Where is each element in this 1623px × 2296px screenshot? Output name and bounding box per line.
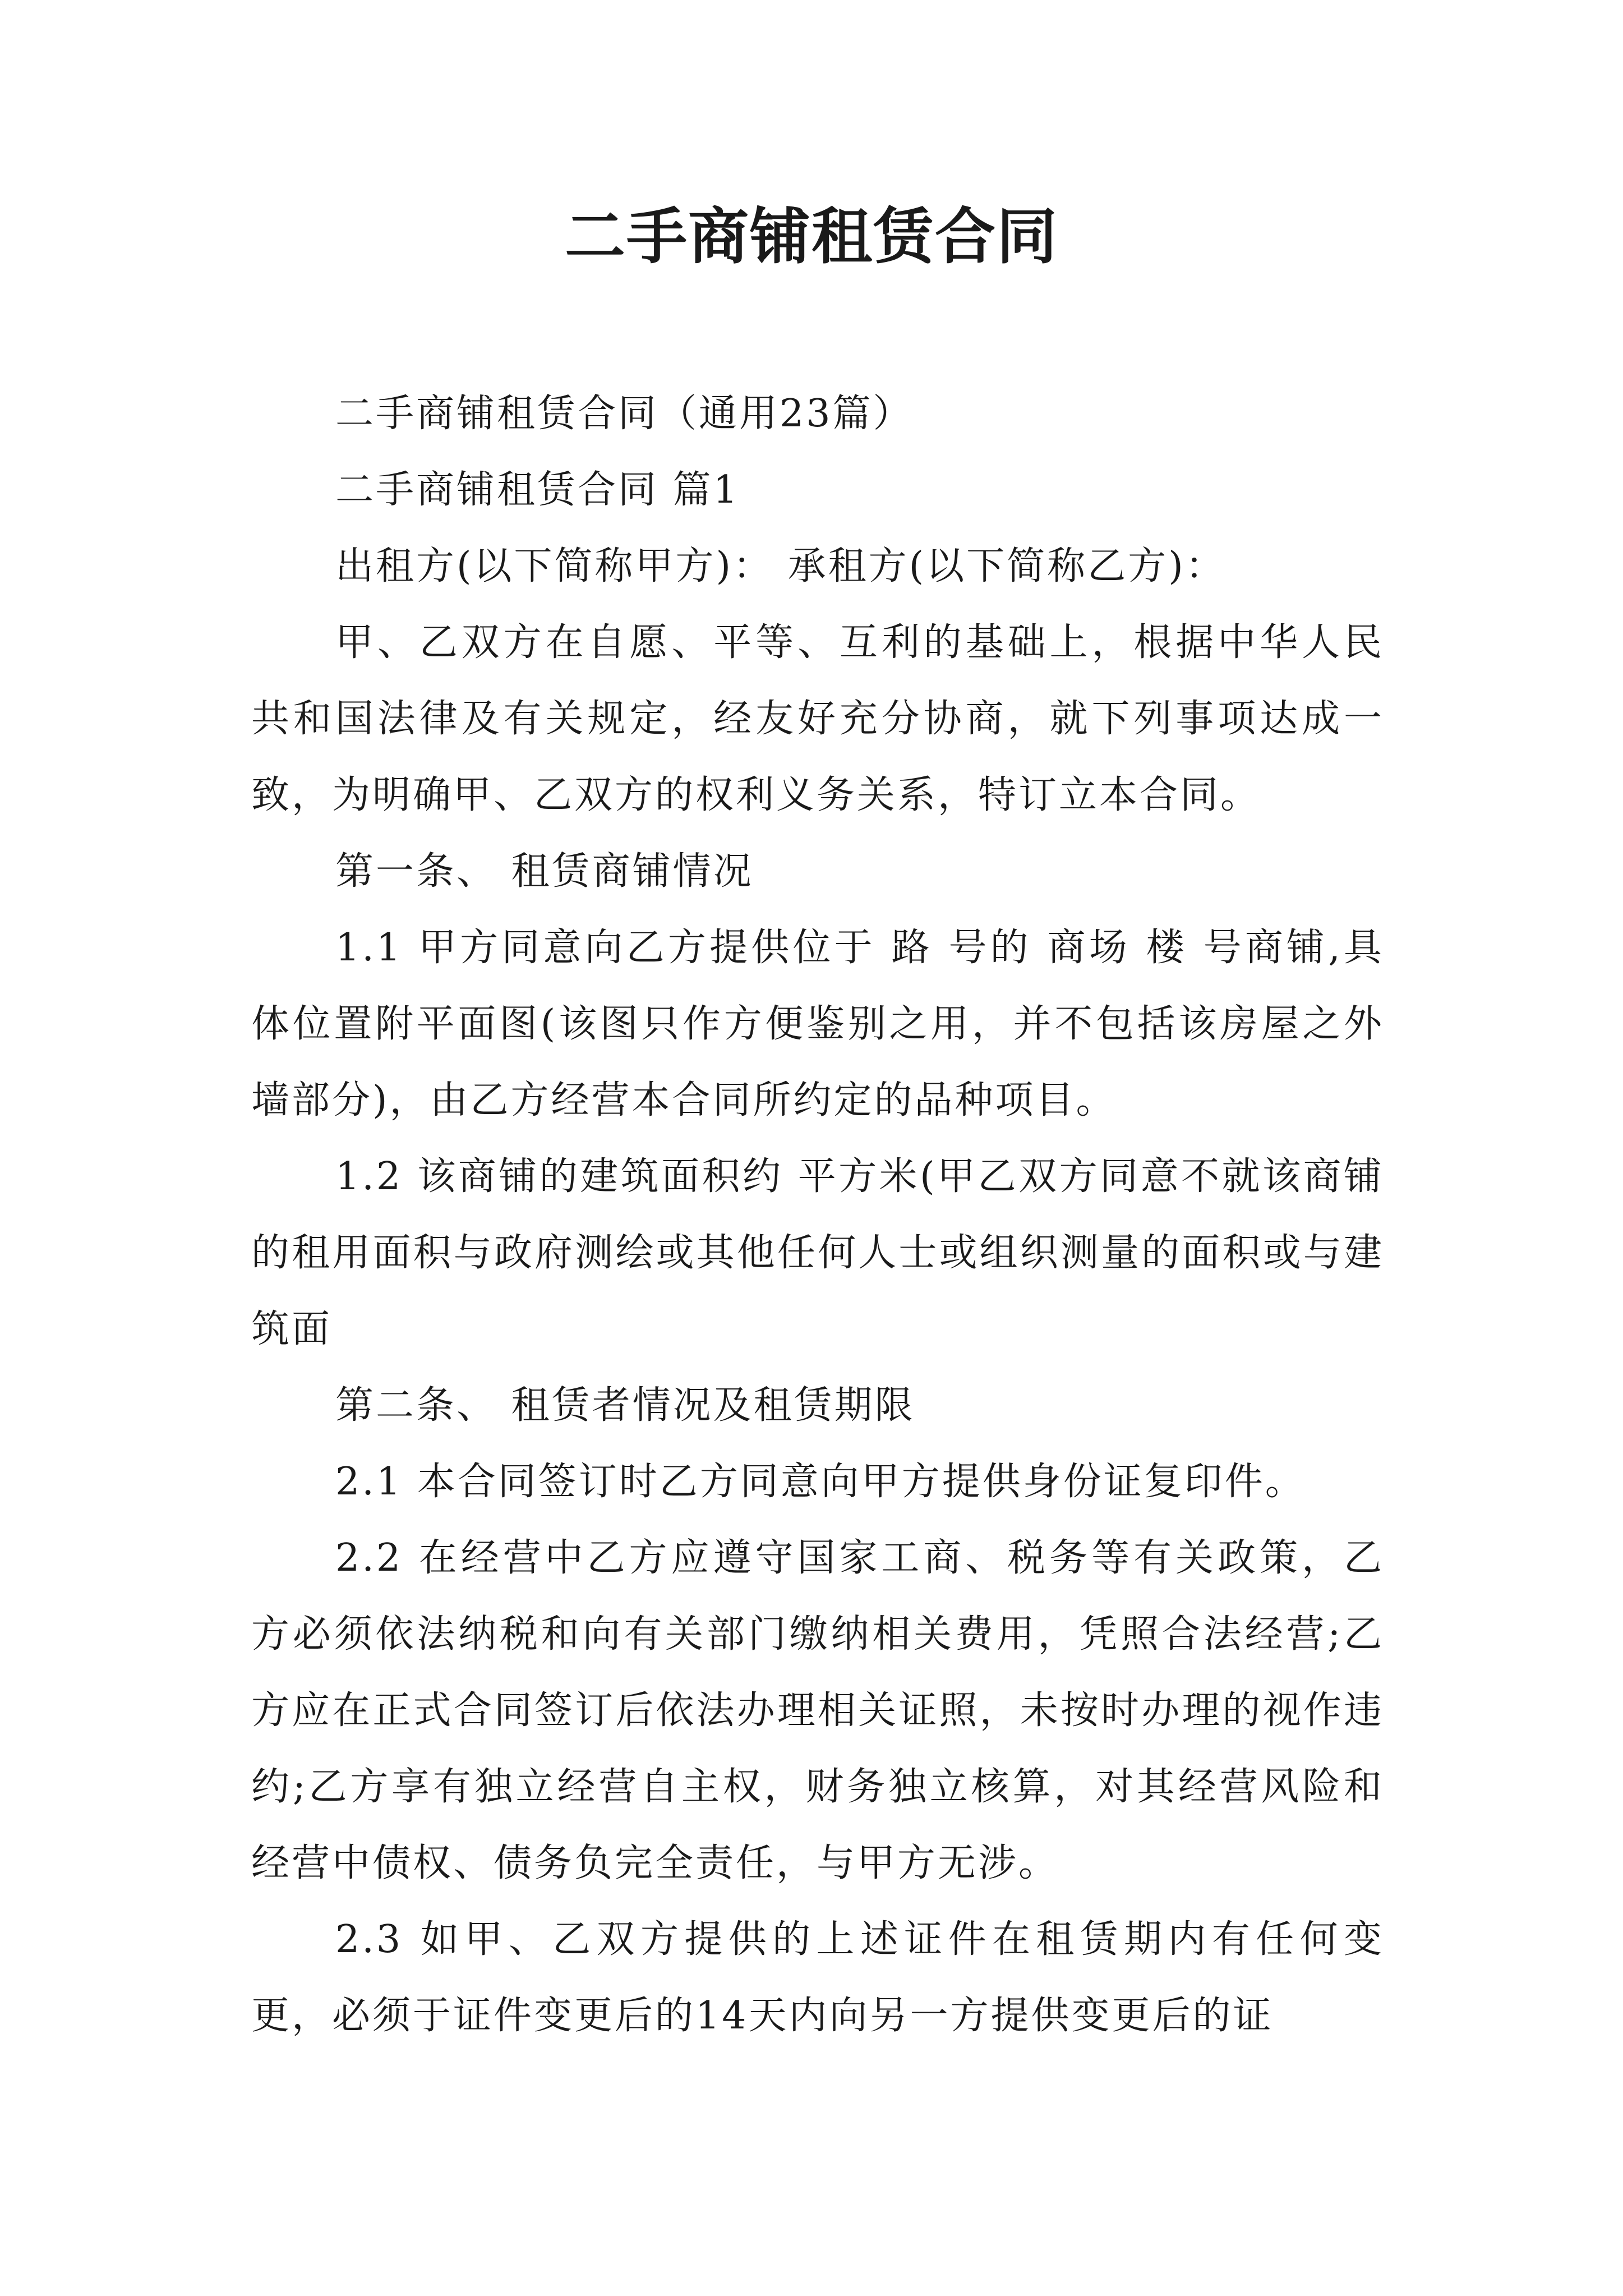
paragraph-article-2-heading: 第二条、 租赁者情况及租赁期限	[335, 1383, 915, 1428]
paragraph-clause-2-1: 2.1 本合同签订时乙方同意向甲方提供身份证复印件。	[335, 1460, 1306, 1504]
paragraph-clause-1-2: 1.2 该商铺的建筑面积约 平方米(甲乙双方同意不就该商铺的租用面积与政府测绘或其他任何人士或组织测量的面积或与建筑面	[251, 1154, 1384, 1351]
document-title: 二手商铺租赁合同	[564, 201, 1058, 272]
document-body	[251, 376, 1384, 2054]
paragraph-section-heading: 二手商铺租赁合同 篇1	[335, 468, 740, 512]
paragraph-clause-1-1: 1.1 甲方同意向乙方提供位于 路 号的 商场 楼 号商铺,具体位置附平面图(该图只作方便鉴别之用，并不包括该房屋之外墙部分)，由乙方经营本合同所约定的品种项目。	[251, 926, 1385, 1122]
paragraph-article-1-heading: 第一条、 租赁商铺情况	[335, 849, 754, 894]
paragraph-preamble: 甲、乙双方在自愿、平等、互利的基础上，根据中华人民共和国法律及有关规定，经友好充分协商，就下列事项达成一致，为明确甲、乙双方的权利义务关系，特订立本合同。	[251, 620, 1384, 817]
paragraph-subtitle: 二手商铺租赁合同（通用23篇）	[335, 392, 914, 436]
paragraph-clause-2-3: 2.3 如甲、乙双方提供的上述证件在租赁期内有任何变更，必须于证件变更后的14天内向另一方提供变更后的证	[251, 1917, 1384, 2038]
paragraph-parties: 出租方(以下简称甲方)： 承租方(以下简称乙方)：	[335, 544, 1226, 588]
paragraph-clause-2-2: 2.2 在经营中乙方应遵守国家工商、税务等有关政策，乙方必须依法纳税和向有关部门缴纳相关费用，凭照合法经营;乙方应在正式合同签订后依法办理相关证照，未按时办理的视作违约;乙方享有独立经营自主权，财务独立核算，对其经营风险和经营中债权、债务负完全责任，与甲方无涉。	[251, 1536, 1384, 1885]
